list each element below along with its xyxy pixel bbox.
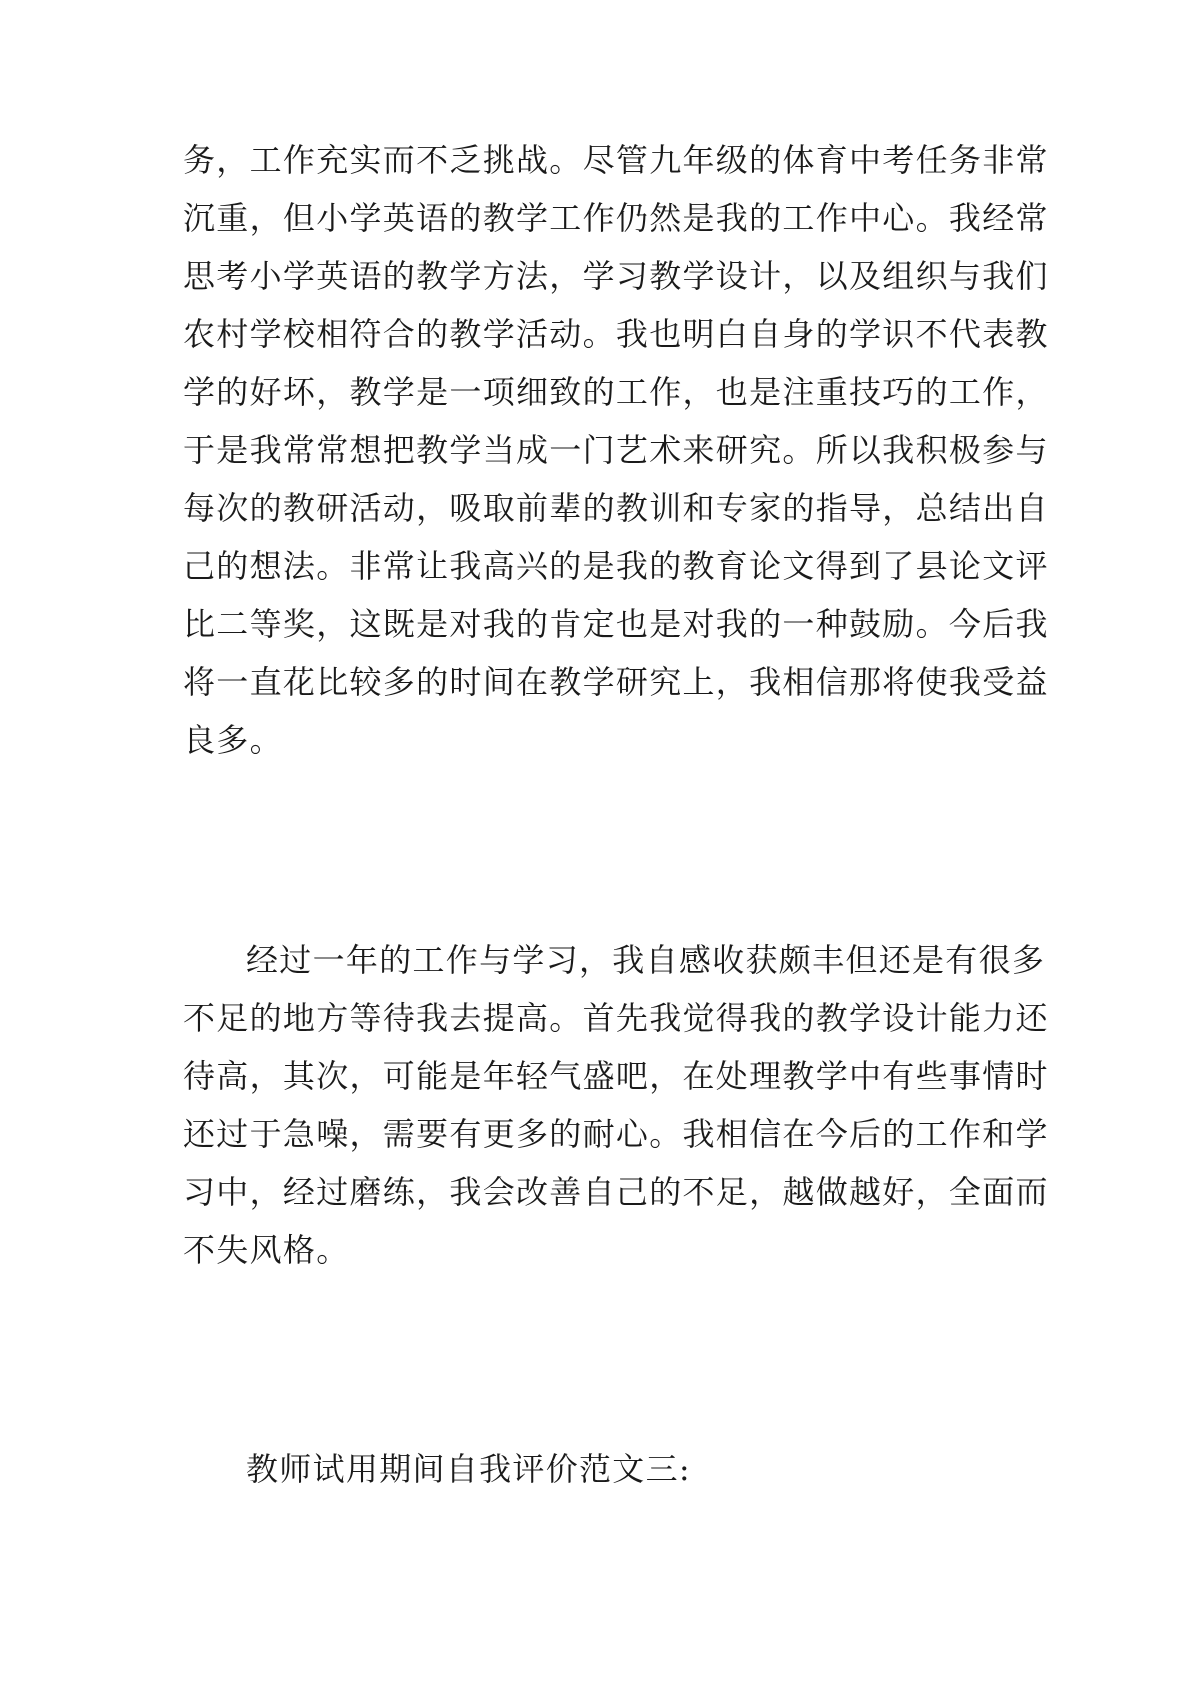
text-line: 将一直花比较多的时间在教学研究上，我相信那将使我受益 (183, 663, 1049, 701)
section-heading: 教师试用期间自我评价范文三: (246, 1450, 691, 1488)
text-line: 务，工作充实而不乏挑战。尽管九年级的体育中考任务非常 (183, 141, 1049, 179)
text-line: 农村学校相符合的教学活动。我也明白自身的学识不代表教 (183, 315, 1049, 353)
text-line: 不失风格。 (183, 1231, 350, 1269)
text-line: 己的想法。非常让我高兴的是我的教育论文得到了县论文评 (183, 547, 1049, 585)
text-line: 比二等奖，这既是对我的肯定也是对我的一种鼓励。今后我 (183, 605, 1049, 643)
text-line: 学的好坏，教学是一项细致的工作，也是注重技巧的工作， (183, 373, 1049, 411)
text-line: 良多。 (183, 721, 283, 759)
text-line: 还过于急噪，需要有更多的耐心。我相信在今后的工作和学 (183, 1115, 1049, 1153)
text-line: 习中，经过磨练，我会改善自己的不足，越做越好，全面而 (183, 1173, 1049, 1211)
text-line: 于是我常常想把教学当成一门艺术来研究。所以我积极参与 (183, 431, 1049, 469)
text-line: 经过一年的工作与学习，我自感收获颇丰但还是有很多 (246, 941, 1046, 979)
text-line: 沉重，但小学英语的教学工作仍然是我的工作中心。我经常 (183, 199, 1049, 237)
text-line: 待高，其次，可能是年轻气盛吧，在处理教学中有些事情时 (183, 1057, 1049, 1095)
text-line: 思考小学英语的教学方法，学习教学设计，以及组织与我们 (183, 257, 1049, 295)
text-line: 每次的教研活动，吸取前辈的教训和专家的指导，总结出自 (183, 489, 1049, 527)
text-line: 不足的地方等待我去提高。首先我觉得我的教学设计能力还 (183, 999, 1049, 1037)
